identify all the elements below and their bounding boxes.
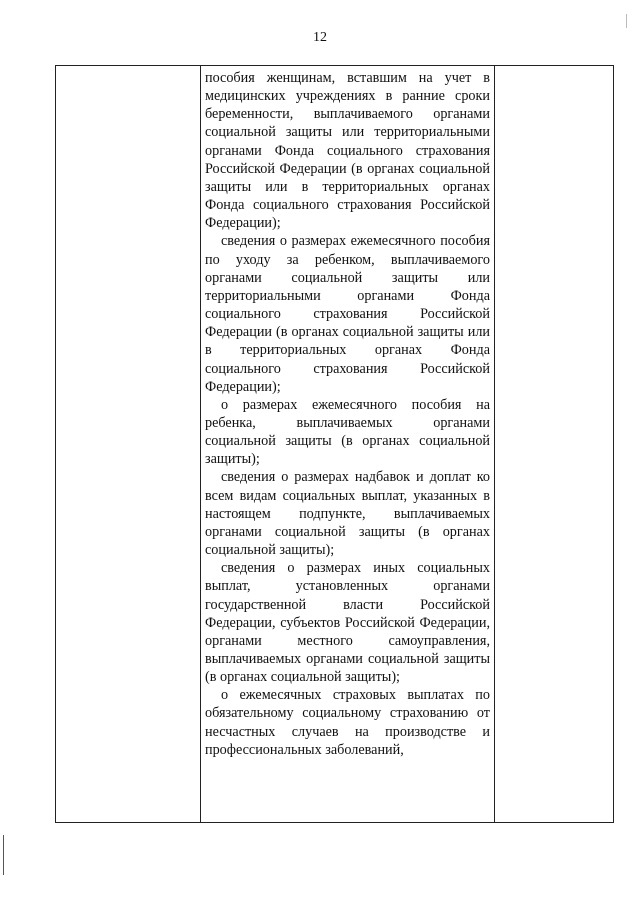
paragraph-other-payments: сведения о размерах иных социальных выплат, установленных органами государственной власти Российской Федерации, субъектов Российской Федерации, органами местного самоуправления, выплачиваемых органами социальной защиты (в органах социальной защиты); xyxy=(205,560,490,686)
paragraph-supplements: сведения о размерах надбавок и доплат ко всем видам социальных выплат, указанных в настоящем подпункте, выплачиваемых органами социальной защиты (в органах социальной защиты); xyxy=(205,469,490,559)
scan-edge-mark xyxy=(626,14,627,28)
paragraph-insurance-payments: о ежемесячных страховых выплатах по обязательному социальному страхованию от несчастных случаев на производстве и профессиональных заболеваний, xyxy=(205,687,490,758)
table-cell-right xyxy=(495,66,614,823)
paragraph-child-benefit: о размерах ежемесячного пособия на ребенка, выплачиваемых органами социальной защиты (в органах социальной защиты); xyxy=(205,396,490,468)
scan-margin-line xyxy=(3,835,4,875)
table-cell-left xyxy=(56,66,201,823)
document-table xyxy=(55,65,614,823)
table-row xyxy=(56,66,614,823)
table-cell-middle xyxy=(201,66,495,823)
cell-text xyxy=(201,66,494,759)
page-number: 12 xyxy=(313,30,327,45)
paragraph-childcare-benefit: сведения о размерах ежемесячного пособия по уходу за ребенком, выплачиваемого органами социальной защиты или территориальными органами Фонда социального страхования Российской Федерации (в органах социальной защиты или в территориальных органах Фонда социального страхования Российской Федерации); xyxy=(205,233,490,395)
paragraph-continuation: пособия женщинам, вставшим на учет в медицинских учреждениях в ранние сроки беременности, выплачиваемого органами социальной защиты или территориальными органами Фонда социального страхования Российской Федерации (в органах социальной защиты или в территориальных органах Фонда социального страхования Российской Федерации); xyxy=(205,70,490,232)
